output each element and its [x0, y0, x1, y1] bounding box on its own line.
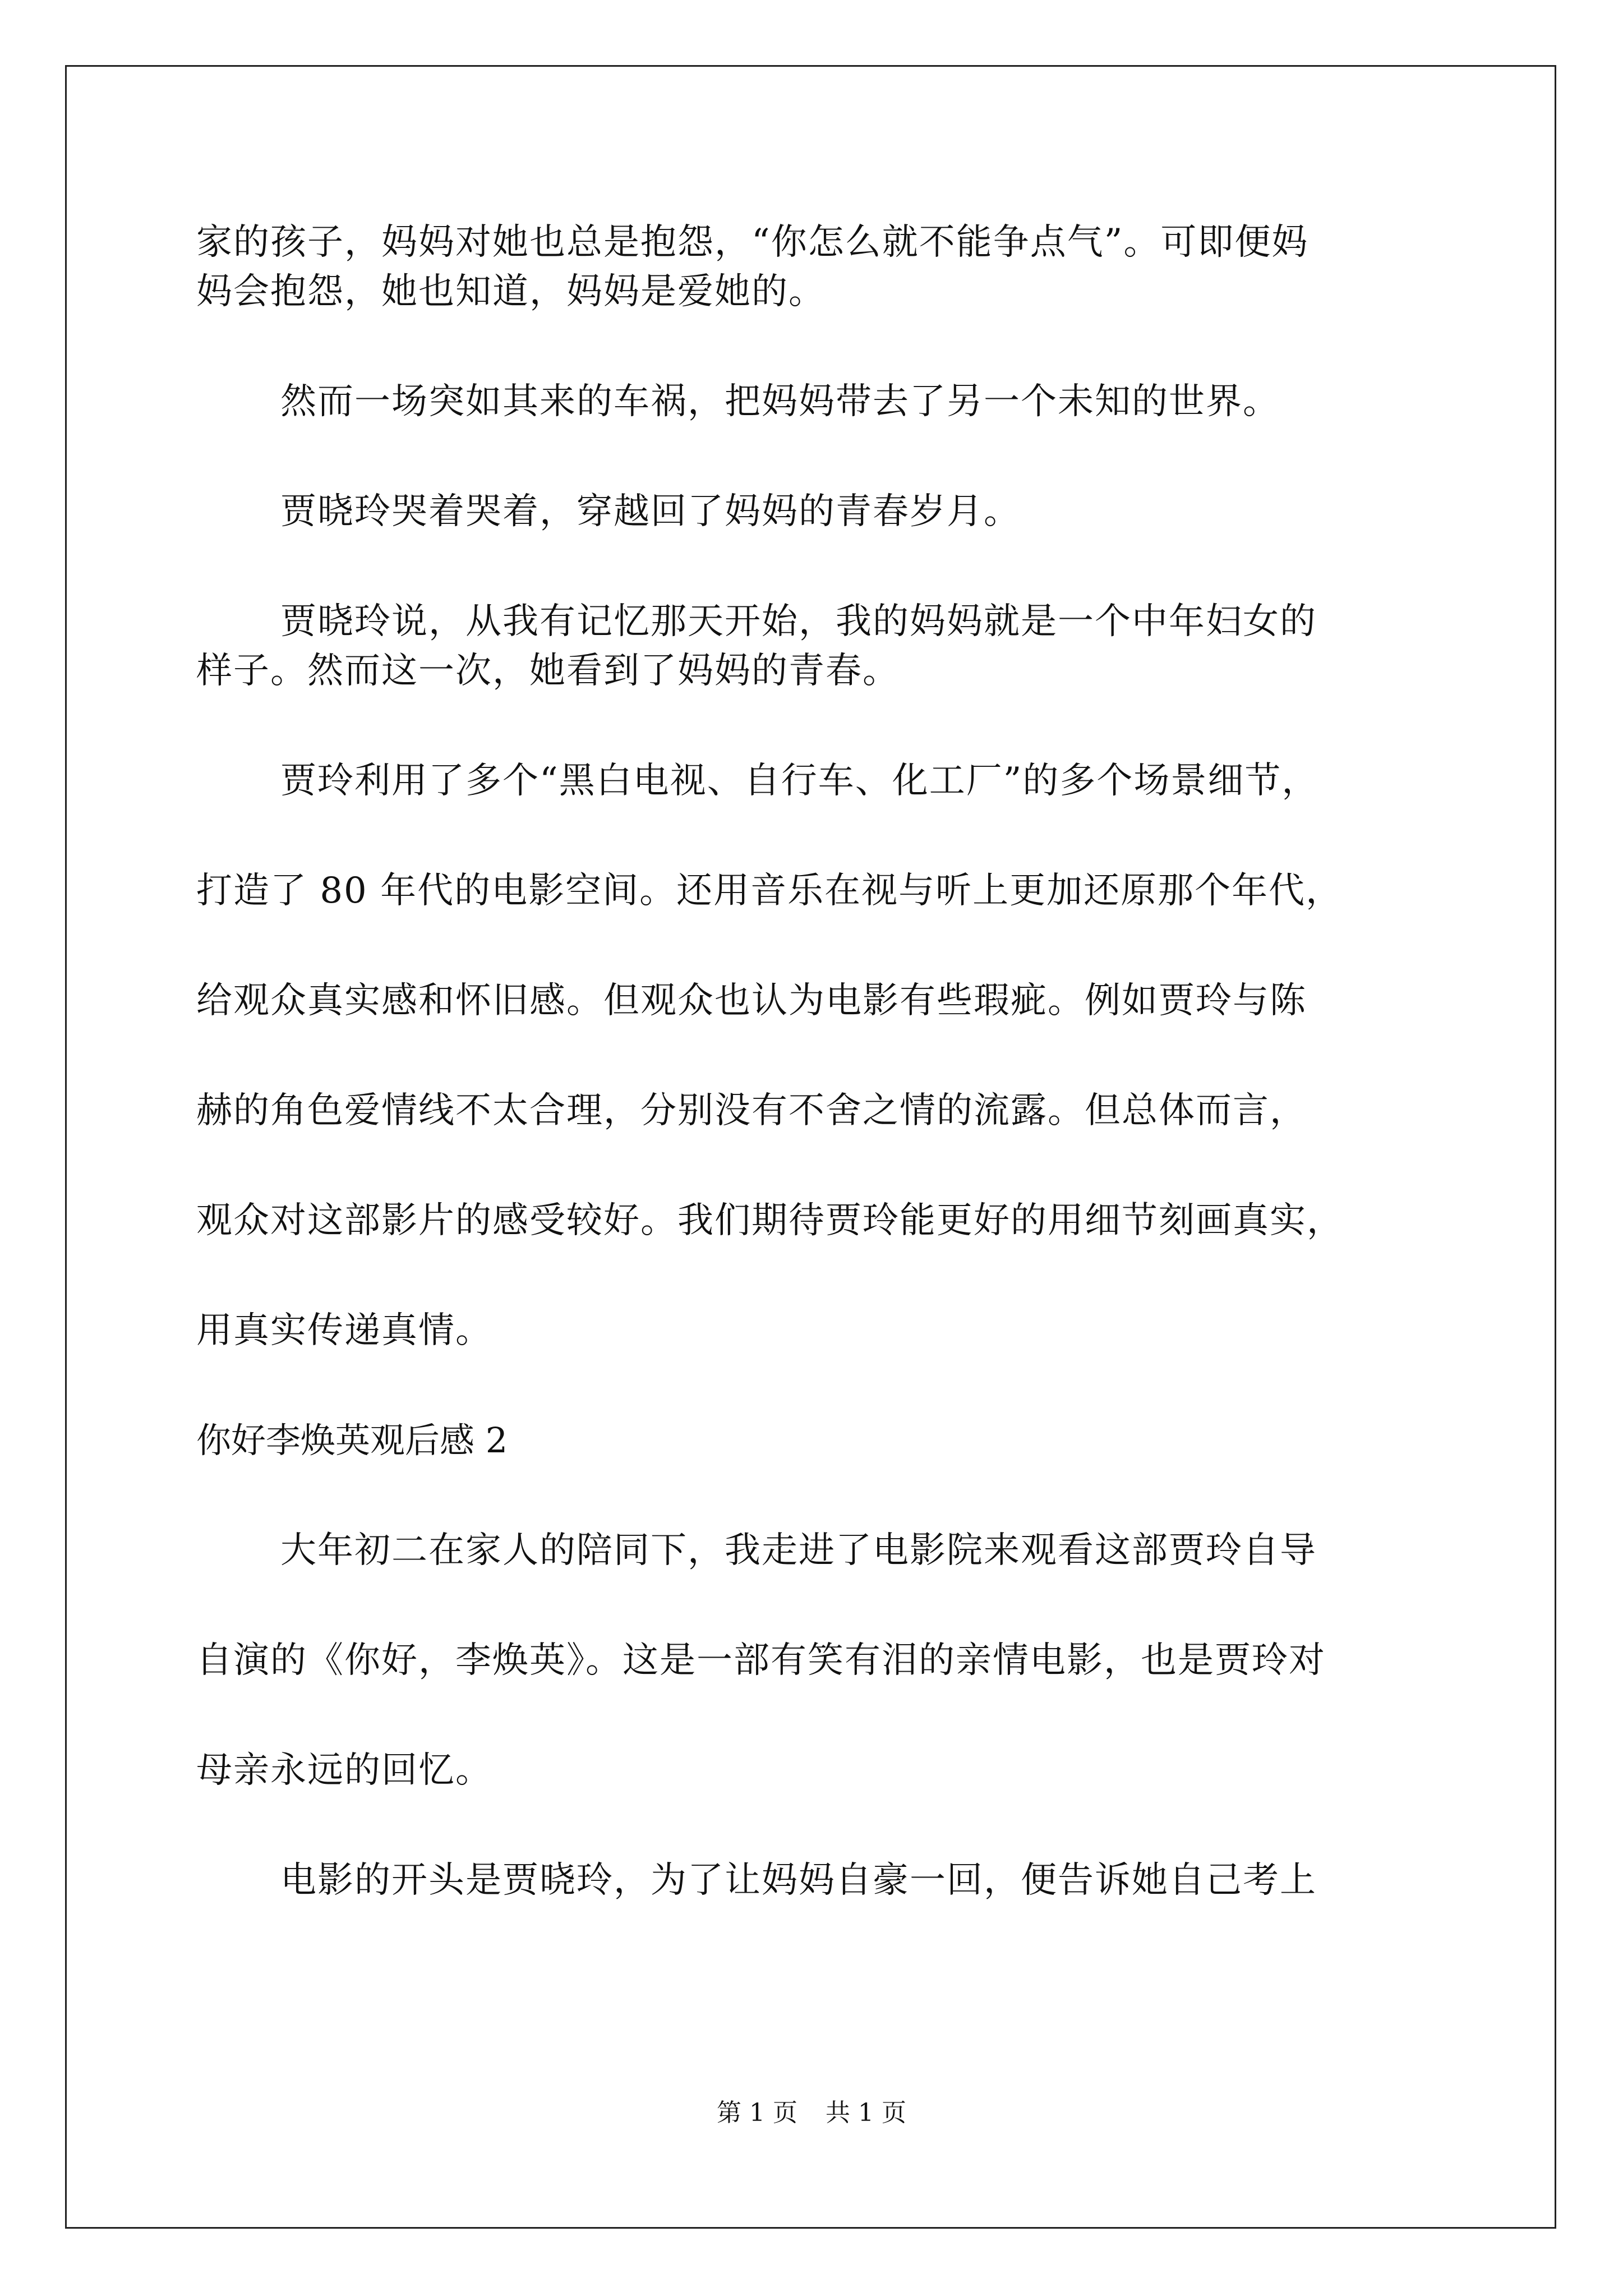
document-body: [196, 218, 1441, 1905]
paragraph-line: 贾晓玲说，从我有记忆那天开始，我的妈妈就是一个中年妇女的: [280, 601, 1317, 642]
section-title: 你好李焕英观后感 2: [196, 1420, 508, 1461]
paragraph-line: 大年初二在家人的陪同下，我走进了电影院来观看这部贾玲自导: [280, 1530, 1317, 1571]
paragraph-line: 观众对这部影片的感受较好。我们期待贾玲能更好的用细节刻画真实，: [196, 1200, 1344, 1241]
paragraph-line: 贾玲利用了多个“黑白电视、自行车、化工厂”的多个场景细节，: [280, 760, 1319, 802]
page-total: 共 1 页: [826, 2099, 906, 2127]
paragraph-line: 妈会抱怨，她也知道，妈妈是爱她的。: [196, 271, 826, 312]
page-footer: [0, 2096, 1623, 2130]
paragraph-line: 母亲永远的回忆。: [196, 1750, 492, 1791]
paragraph-line: 给观众真实感和怀旧感。但观众也认为电影有些瑕疵。例如贾玲与陈: [196, 980, 1307, 1022]
paragraph-line: 用真实传递真情。: [196, 1310, 492, 1351]
page-number: 第 1 页: [717, 2099, 797, 2127]
paragraph-line: 电影的开头是贾晓玲，为了让妈妈自豪一回，便告诉她自己考上: [280, 1860, 1317, 1901]
paragraph-line: 样子。然而这一次，她看到了妈妈的青春。: [196, 650, 900, 692]
paragraph-line: 贾晓玲哭着哭着，穿越回了妈妈的青春岁月。: [280, 491, 1021, 532]
paragraph-line: 自演的《你好，李焕英》。这是一部有笑有泪的亲情电影，也是贾玲对: [196, 1640, 1326, 1681]
paragraph-line: 打造了 80 年代的电影空间。还用音乐在视与听上更加还原那个年代，: [196, 870, 1343, 912]
paragraph-line: 然而一场突如其来的车祸，把妈妈带去了另一个未知的世界。: [280, 381, 1280, 422]
paragraph-line: 家的孩子，妈妈对她也总是抱怨，“你怎么就不能争点气”。可即便妈: [196, 222, 1309, 263]
paragraph-line: 赫的角色爱情线不太合理，分别没有不舍之情的流露。但总体而言，: [196, 1090, 1307, 1131]
